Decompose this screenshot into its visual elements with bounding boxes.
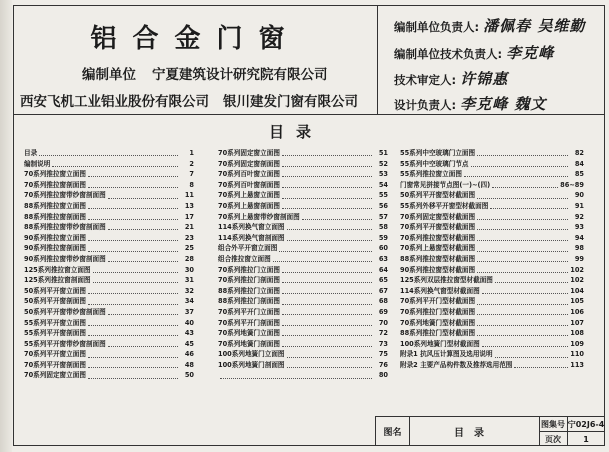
toc-entry-title: 50系列平开窗型材截面图 — [400, 191, 476, 200]
toc-entry-page: 25 — [184, 244, 194, 253]
leader-dots — [464, 171, 568, 177]
toc-entry-page: 105 — [570, 297, 584, 306]
leader-dots — [282, 182, 372, 188]
toc-entry-page: 23 — [184, 233, 194, 242]
toc-entry — [400, 265, 584, 276]
toc-entry-title: 100系列地簧门剖面图 — [218, 360, 285, 369]
title-block — [375, 416, 605, 446]
leader-dots — [52, 161, 178, 167]
toc-entry-page: 82 — [574, 149, 584, 157]
leader-dots — [482, 288, 568, 294]
toc-entry-page: 48 — [184, 360, 194, 369]
approval-row — [394, 42, 554, 63]
toc-entry — [218, 190, 388, 201]
approval-role: 设计负责人: — [394, 98, 457, 112]
toc-entry — [400, 148, 584, 159]
toc-entry-page: 84 — [574, 159, 584, 168]
leader-dots — [88, 288, 178, 294]
toc-entry — [218, 318, 388, 329]
leader-dots — [495, 352, 568, 358]
leader-dots — [88, 214, 178, 220]
toc-entry-title: 125系列推拉窗立面图 — [24, 265, 91, 274]
toc-entry-page: 53 — [378, 170, 388, 179]
leader-dots — [39, 150, 178, 156]
toc-entry-page: 58 — [378, 223, 388, 232]
toc-entry — [400, 349, 584, 360]
toc-entry-title: 70系列地簧门型材截面图 — [400, 318, 476, 327]
leader-dots — [492, 182, 558, 188]
leader-dots — [477, 150, 568, 156]
toc-entry-title: 88系列推拉门剖面图 — [218, 297, 280, 306]
page-number-label: 页次 — [539, 432, 568, 446]
toc-entry-title: 70系列平开窗剖面图 — [24, 360, 86, 369]
toc-entry — [24, 296, 194, 307]
toc-entry — [218, 275, 388, 286]
toc-entry-page: 70 — [378, 318, 388, 327]
toc-entry — [24, 286, 194, 297]
toc-entry-page: 75 — [378, 350, 388, 359]
toc-entry-page: 110 — [570, 350, 584, 359]
toc-entry — [218, 169, 388, 180]
toc-entry — [24, 233, 194, 244]
leader-dots — [93, 277, 178, 283]
toc-entry-title: 附录1 抗风压计算图及选用说明 — [400, 350, 493, 359]
toc-entry — [400, 254, 584, 265]
toc-entry — [218, 339, 388, 350]
toc-entry-page: 108 — [570, 329, 584, 338]
leader-dots — [477, 299, 568, 305]
leader-dots — [495, 277, 568, 283]
toc-entry — [218, 254, 388, 265]
toc-entry — [400, 275, 584, 286]
toc-entry-title: 组合推拉窗立面图 — [218, 254, 271, 263]
toc-entry — [218, 201, 388, 212]
toc-entry-title: 70系列推拉窗剖面图 — [24, 180, 86, 189]
signature: 潘佩春 吴维勤 — [483, 17, 586, 35]
toc-entry-title: 55系列平开窗立面图 — [24, 318, 86, 327]
leader-dots — [282, 320, 372, 326]
leader-dots — [88, 320, 178, 326]
leader-dots — [273, 256, 372, 262]
toc-entry-title: 70系列平开窗型材截面图 — [400, 223, 476, 232]
toc-entry-title: 70系列固定窗型材截面图 — [400, 212, 476, 221]
toc-entry-page: 13 — [184, 201, 194, 210]
leader-dots — [88, 352, 178, 358]
leader-dots — [108, 341, 178, 347]
leader-dots — [282, 203, 372, 209]
toc-entry — [218, 159, 388, 170]
binding-edge — [0, 0, 12, 452]
toc-entry-page: 64 — [378, 265, 388, 274]
toc-entry — [400, 243, 584, 254]
drawing-name-label: 图名 — [376, 417, 410, 446]
toc-entry — [218, 370, 388, 381]
toc-entry-page: 63 — [378, 254, 388, 263]
approval-role: 编制单位技术负责人: — [394, 47, 503, 61]
toc-entry-page: 102 — [570, 265, 584, 274]
signature: 许锦惠 — [460, 70, 509, 88]
toc-entry-title: 90系列推拉窗型材截面图 — [400, 265, 476, 274]
toc-entry — [24, 339, 194, 350]
toc-entry-page: 50 — [184, 371, 194, 380]
toc-entry — [24, 275, 194, 286]
leader-dots — [477, 267, 568, 273]
toc-entry-page: 28 — [184, 254, 194, 263]
atlas-number-label: 图集号 — [539, 417, 568, 431]
toc-entry — [218, 265, 388, 276]
toc-entry-page: 54 — [378, 180, 388, 189]
leader-dots — [477, 214, 568, 220]
toc-entry — [218, 222, 388, 233]
approval-role: 编制单位负责人: — [394, 20, 480, 34]
toc-entry-page: 67 — [378, 286, 388, 295]
leader-dots — [282, 299, 372, 305]
header-left — [14, 6, 378, 114]
leader-dots — [477, 224, 568, 230]
toc-entry-page: 45 — [184, 339, 194, 348]
toc-entry-title: 门窗常见拼接节点图(一)~(四) — [400, 180, 491, 189]
leader-dots — [477, 193, 568, 199]
toc-entry-title: 70系列平开窗立面图 — [24, 350, 86, 359]
toc-entry-page: 72 — [378, 329, 388, 338]
toc-entry-page: 17 — [184, 212, 194, 221]
leader-dots — [287, 352, 372, 358]
toc-entry-page: 107 — [570, 318, 584, 327]
toc-entry-title: 88系列推拉窗带纱窗剖面图 — [24, 223, 106, 232]
toc-entry — [218, 243, 388, 254]
co-org-1: 西安飞机工业铝业股份有限公司 — [20, 94, 209, 110]
toc-entry — [24, 212, 194, 223]
toc-column-2 — [218, 148, 388, 381]
toc-entry-page: 51 — [378, 149, 388, 157]
toc-entry-page: 60 — [378, 244, 388, 253]
toc-entry — [218, 212, 388, 223]
leader-dots — [477, 309, 568, 315]
toc-entry — [24, 318, 194, 329]
toc-entry-title: 114系列换气窗型材截面图 — [400, 286, 480, 295]
toc-entry-title: 70系列推拉窗立面图 — [24, 170, 86, 179]
toc-entry-title: 55系列推拉窗立面图 — [400, 170, 462, 179]
toc-entry-title: 125系列推拉窗剖面图 — [24, 276, 91, 285]
toc-entry-page: 46 — [184, 350, 194, 359]
toc-entry-title: 70系列推拉门剖面图 — [218, 276, 280, 285]
leader-dots — [88, 235, 178, 241]
toc-entry-page: 94 — [574, 233, 584, 242]
toc-entry — [218, 360, 388, 371]
toc-entry-page: 32 — [184, 286, 194, 295]
leader-dots — [282, 330, 372, 336]
toc-entry — [24, 243, 194, 254]
toc-entry-title: 55系列平开窗剖面图 — [24, 329, 86, 338]
leader-dots — [282, 277, 372, 283]
toc-entry-page: 91 — [574, 201, 584, 210]
toc-entry — [400, 360, 584, 371]
toc-column-3 — [400, 148, 584, 370]
toc-entry-title: 70系列固定窗立面图 — [218, 149, 280, 157]
toc-entry-page: 1 — [189, 149, 194, 157]
drawing-name-value: 目录 — [409, 417, 540, 446]
toc-entry-title: 55系列中空玻璃门节点 — [400, 159, 469, 168]
toc-entry — [24, 190, 194, 201]
leader-dots — [282, 267, 372, 273]
toc-entry-page: 98 — [574, 244, 584, 253]
toc-entry — [400, 318, 584, 329]
toc-entry-title: 附录2 主要产品构件数及推荐选用范围 — [400, 360, 513, 369]
leader-dots — [477, 246, 568, 252]
toc-entry-title: 88系列推拉窗剖面图 — [24, 212, 86, 221]
toc-entry-title: 125系列双层推拉窗型材截面图 — [400, 276, 493, 285]
toc-entry-page: 85 — [574, 170, 584, 179]
toc-entry-title: 100系列地簧门型材截面图 — [400, 339, 480, 348]
co-org-line — [20, 90, 358, 110]
toc-entry-title: 70系列平开门型材截面图 — [400, 297, 476, 306]
toc-entry — [400, 296, 584, 307]
toc-entry — [24, 201, 194, 212]
toc-entry — [218, 286, 388, 297]
toc-entry-page: 52 — [378, 159, 388, 168]
toc-entry — [218, 296, 388, 307]
toc-entry — [400, 339, 584, 350]
toc-entry-title: 70系列平开门立面图 — [218, 307, 280, 316]
editor-label: 编制单位 — [82, 67, 136, 83]
toc-entry — [400, 180, 584, 191]
leader-dots — [477, 320, 568, 326]
toc-entry-title: 70系列百叶窗剖面图 — [218, 180, 280, 189]
toc-entry-page: 68 — [378, 297, 388, 306]
toc-entry-page: 57 — [378, 212, 388, 221]
toc-entry-title: 组合外平开窗立面图 — [218, 244, 278, 253]
toc-entry-title: 编制说明 — [24, 159, 51, 168]
toc-entry — [24, 370, 194, 381]
leader-dots — [282, 341, 372, 347]
toc-entry-title: 70系列推拉门立面图 — [218, 265, 280, 274]
toc-entry — [24, 265, 194, 276]
leader-dots — [287, 235, 372, 241]
leader-dots — [477, 330, 568, 336]
toc-entry-title: 70系列平开门剖面图 — [218, 318, 280, 327]
toc-entry-title: 70系列上悬窗立面图 — [218, 191, 280, 200]
toc-entry-page: 34 — [184, 297, 194, 306]
toc-entry-title: 50系列平开窗立面图 — [24, 286, 86, 295]
toc-entry-page: 113 — [570, 360, 584, 369]
editor-org: 宁夏建筑设计研究院有限公司 — [152, 67, 328, 83]
toc-entry-page: 37 — [184, 307, 194, 316]
toc-entry — [24, 254, 194, 265]
page-number-value: 1 — [583, 434, 589, 444]
toc-entry — [400, 328, 584, 339]
toc-entry-page: 40 — [184, 318, 194, 327]
toc-entry-title: 90系列推拉窗带纱窗剖面图 — [24, 254, 106, 263]
toc-entry-title: 目录 — [24, 149, 38, 157]
leader-dots — [302, 214, 372, 220]
toc-entry-title: 55系列中空玻璃门立面图 — [400, 149, 476, 157]
leader-dots — [88, 373, 178, 379]
approval-row — [394, 15, 585, 36]
toc-entry-page: 59 — [378, 233, 388, 242]
toc-entry — [24, 222, 194, 233]
toc-entry-title: 114系列换气窗剖面图 — [218, 233, 285, 242]
toc-entry-title: 55系列平开窗带纱窗剖面图 — [24, 339, 106, 348]
toc-entry — [400, 233, 584, 244]
leader-dots — [477, 256, 568, 262]
toc-entry-page: 99 — [574, 254, 584, 263]
toc-entry — [218, 349, 388, 360]
leader-dots — [482, 341, 568, 347]
signature: 李克峰 — [506, 44, 555, 62]
toc-entry — [400, 201, 584, 212]
toc-entry-title: 88系列推拉门型材截面图 — [400, 329, 476, 338]
toc-entry — [24, 180, 194, 191]
toc-entry-page: 73 — [378, 339, 388, 348]
toc-entry — [218, 148, 388, 159]
toc-entry-title: 70系列推拉窗带纱窗剖面图 — [24, 191, 106, 200]
leader-dots — [220, 373, 372, 379]
toc-entry — [400, 212, 584, 223]
toc-entry — [400, 159, 584, 170]
toc-entry-page: 86~89 — [560, 180, 584, 189]
toc-entry-page: 65 — [378, 276, 388, 285]
leader-dots — [88, 203, 178, 209]
approval-row — [394, 68, 508, 89]
toc-entry-page: 55 — [378, 191, 388, 200]
leader-dots — [108, 193, 178, 199]
atlas-number-value: 宁02J6-4 — [567, 419, 605, 429]
toc-entry-page: 92 — [574, 212, 584, 221]
toc-entry-title: 70系列推拉门型材截面图 — [400, 307, 476, 316]
toc-entry-title: 88系列推拉门立面图 — [218, 286, 280, 295]
leader-dots — [93, 267, 178, 273]
toc-entry-title: 70系列上悬窗剖面图 — [218, 201, 280, 210]
leader-dots — [88, 246, 178, 252]
toc-entry-title: 114系列换气窗立面图 — [218, 223, 285, 232]
toc-entry-title: 70系列上悬窗型材截面图 — [400, 244, 476, 253]
toc-entry-page: 2 — [189, 159, 194, 168]
toc-entry-title: 88系列推拉窗立面图 — [24, 201, 86, 210]
leader-dots — [282, 193, 372, 199]
leader-dots — [477, 235, 568, 241]
toc-entry-title: 70系列固定窗剖面图 — [218, 159, 280, 168]
toc-entry — [24, 328, 194, 339]
toc-entry-page: 30 — [184, 265, 194, 274]
leader-dots — [88, 299, 178, 305]
toc-entry-title: 50系列平开窗带纱窗剖面图 — [24, 307, 106, 316]
toc-column-1 — [24, 148, 194, 381]
toc-entry-page: 80 — [378, 371, 388, 380]
leader-dots — [490, 203, 568, 209]
toc-entry-page: 106 — [570, 307, 584, 316]
toc-entry — [400, 169, 584, 180]
toc-entry — [218, 180, 388, 191]
toc-entry — [218, 307, 388, 318]
toc-entry — [400, 190, 584, 201]
toc-entry-page: 104 — [570, 286, 584, 295]
leader-dots — [287, 224, 372, 230]
toc-entry-page: 8 — [189, 180, 194, 189]
toc-entry-page: 56 — [378, 201, 388, 210]
leader-dots — [514, 362, 568, 368]
toc-entry-title: 70系列百叶窗立面图 — [218, 170, 280, 179]
leader-dots — [282, 309, 372, 315]
main-title: 铝合金门窗 — [90, 24, 301, 54]
toc-entry — [24, 159, 194, 170]
signature: 李克峰 魏文 — [460, 95, 547, 113]
toc-entry-title: 90系列推拉窗立面图 — [24, 233, 86, 242]
toc-entry-title: 70系列推拉窗型材截面图 — [400, 233, 476, 242]
leader-dots — [108, 309, 178, 315]
toc-entry-page: 11 — [184, 191, 194, 200]
toc-entry — [400, 286, 584, 297]
toc-entry — [400, 222, 584, 233]
toc-entry — [24, 307, 194, 318]
toc-entry-page: 90 — [574, 191, 584, 200]
leader-dots — [88, 330, 178, 336]
toc-entry — [24, 349, 194, 360]
co-org-2: 银川建发门窗有限公司 — [223, 94, 358, 110]
toc-entry-page: 43 — [184, 329, 194, 338]
toc-entry-title: 70系列地簧门立面图 — [218, 329, 280, 338]
toc-entry — [24, 169, 194, 180]
header-block — [14, 6, 604, 115]
toc-entry-title: 88系列推拉窗型材截面图 — [400, 254, 476, 263]
toc-entry-page: 76 — [378, 360, 388, 369]
toc-entry — [218, 328, 388, 339]
approval-role: 技术审定人: — [394, 73, 457, 87]
toc-entry-title: 70系列地簧门剖面图 — [218, 339, 280, 348]
leader-dots — [88, 362, 178, 368]
leader-dots — [282, 171, 372, 177]
leader-dots — [282, 288, 372, 294]
approval-row — [394, 93, 546, 114]
leader-dots — [88, 182, 178, 188]
toc-entry-title: 100系列地簧门立面图 — [218, 350, 285, 359]
leader-dots — [282, 161, 372, 167]
leader-dots — [471, 161, 568, 167]
toc-entry-title: 70系列固定窗立面图 — [24, 371, 86, 380]
toc-entry-page: 31 — [184, 276, 194, 285]
editor-line — [82, 63, 328, 83]
leader-dots — [287, 362, 372, 368]
toc-entry-page: 102 — [570, 276, 584, 285]
toc-entry — [218, 233, 388, 244]
toc-entry — [400, 307, 584, 318]
toc-entry-page: 109 — [570, 339, 584, 348]
toc-entry-page: 7 — [189, 170, 194, 179]
toc-entry — [24, 360, 194, 371]
toc-entry — [24, 148, 194, 159]
toc-entry-title: 55系列外移平开窗型材截面图 — [400, 201, 489, 210]
leader-dots — [108, 224, 178, 230]
toc-entry-title: 90系列推拉窗剖面图 — [24, 244, 86, 253]
leader-dots — [88, 171, 178, 177]
toc-entry-page: 69 — [378, 307, 388, 316]
leader-dots — [282, 150, 372, 156]
toc-title: 目录 — [269, 123, 324, 141]
leader-dots — [108, 256, 178, 262]
toc-entry-title: 70系列上悬窗带纱窗剖面图 — [218, 212, 300, 221]
toc-entry-page: 21 — [184, 223, 194, 232]
leader-dots — [279, 246, 372, 252]
toc-entry-page: 93 — [574, 223, 584, 232]
toc-entry-title: 50系列平开窗剖面图 — [24, 297, 86, 306]
